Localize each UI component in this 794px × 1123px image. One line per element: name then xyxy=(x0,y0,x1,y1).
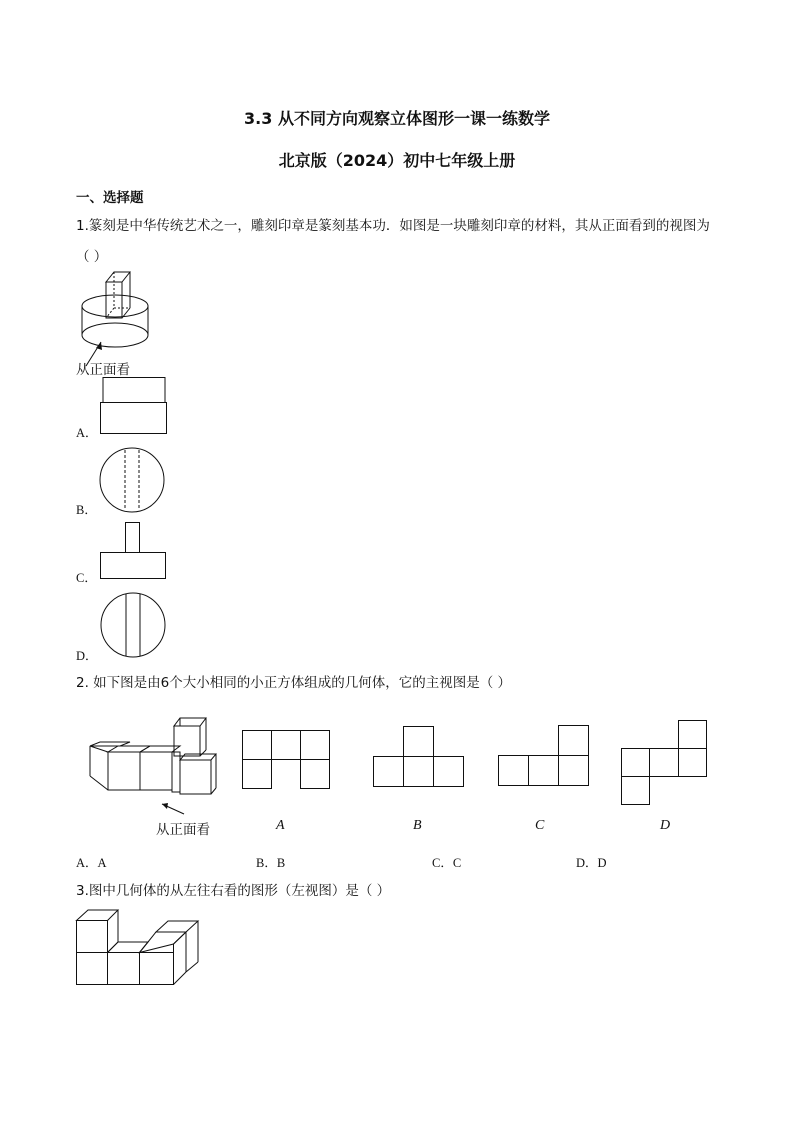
q2-caption-d: D xyxy=(660,818,671,833)
q2-caption-b: B xyxy=(413,818,422,833)
question-3-text: 3.图中几何体的从左往右看的图形（左视图）是（ ） xyxy=(76,883,391,899)
question-2-text: 2. 如下图是由6个大小相同的小正方体组成的几何体，它的主视图是（ ） xyxy=(76,675,512,691)
page-title: 3.3 从不同方向观察立体图形一课一练数学 xyxy=(244,109,550,128)
q2-figure-label: 从正面看 xyxy=(156,822,210,838)
q1-option-a-figure xyxy=(100,377,168,435)
seal-stone-figure xyxy=(78,270,158,358)
q2-caption-a: A xyxy=(276,818,285,833)
q1-option-a-label[interactable]: A． xyxy=(76,426,98,440)
q2-answer-c[interactable]: C．C xyxy=(432,856,462,870)
q2-caption-c: C xyxy=(535,818,545,833)
q1-option-b-figure xyxy=(99,446,167,514)
q1-option-c-figure xyxy=(100,522,168,580)
q2-cube-solid-figure xyxy=(88,716,218,826)
q2-answer-d[interactable]: D．D xyxy=(576,856,607,870)
q2-option-a-figure xyxy=(242,730,332,790)
question-1-text: 1.篆刻是中华传统艺术之一，雕刻印章是篆刻基本功．如图是一块雕刻印章的材料，其从正面看到的视图为（ ） xyxy=(76,218,710,265)
q2-answer-a[interactable]: A．A xyxy=(76,856,107,870)
q1-option-c-label[interactable]: C． xyxy=(76,571,97,585)
q1-option-d-label[interactable]: D． xyxy=(76,649,98,663)
page-subtitle: 北京版（2024）初中七年级上册 xyxy=(278,151,516,170)
q2-option-b-figure xyxy=(373,726,465,788)
q1-figure-label: 从正面看 xyxy=(76,362,130,378)
q2-answer-b[interactable]: B．B xyxy=(256,856,286,870)
q3-cube-solid-figure xyxy=(76,908,200,988)
q1-option-b-label[interactable]: B． xyxy=(76,503,97,517)
q2-option-c-figure xyxy=(498,725,590,787)
q1-option-d-figure xyxy=(100,592,168,660)
q2-option-d-figure xyxy=(621,720,709,806)
section-heading: 一、选择题 xyxy=(76,190,144,206)
